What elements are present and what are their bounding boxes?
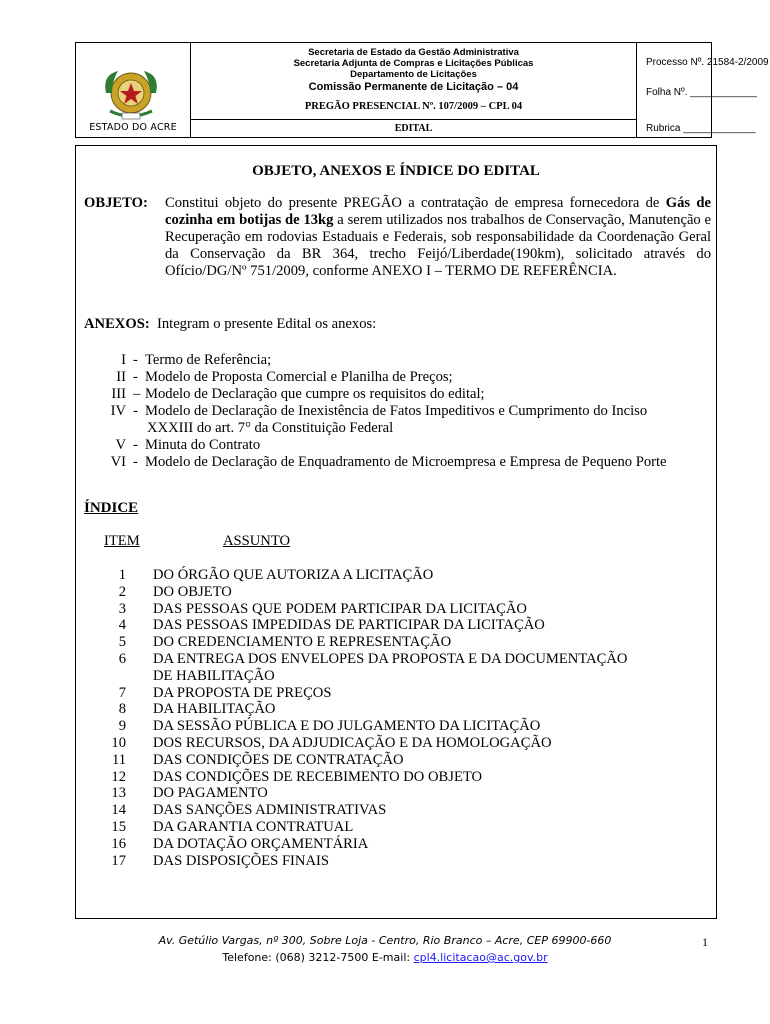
anexo-text: Modelo de Declaração de Enquadramento de Microempresa e Empresa de Pequeno Porte xyxy=(145,454,667,470)
indice-title: ÍNDICE xyxy=(84,500,139,516)
anexo-text: Modelo de Declaração de Inexistência de Fatos Impeditivos e Cumprimento do Inciso xyxy=(145,403,648,419)
anexos-intro-text: Integram o presente Edital os anexos: xyxy=(156,316,377,332)
indice-item-subject: DAS PESSOAS IMPEDIDAS DE PARTICIPAR DA LICITAÇÃO xyxy=(153,617,545,634)
anexo-number: I xyxy=(121,352,126,368)
anexo-separator: – xyxy=(133,386,141,402)
rubrica-field: Rubrica _____________ xyxy=(646,123,756,134)
indice-item-subject: DO ÓRGÃO QUE AUTORIZA A LICITAÇÃO xyxy=(153,567,434,583)
page-title: OBJETO, ANEXOS E ÍNDICE DO EDITAL xyxy=(252,163,540,179)
indice-item-subject-cont: DE HABILITAÇÃO xyxy=(153,667,275,684)
indice-row xyxy=(76,752,716,769)
indice-item-subject: DAS CONDIÇÕES DE RECEBIMENTO DO OBJETO xyxy=(153,768,483,785)
anexo-number: III xyxy=(111,386,126,402)
indice-row xyxy=(76,836,716,853)
indice-row xyxy=(76,685,716,702)
state-crest-icon xyxy=(98,63,164,129)
indice-item-number: 6 xyxy=(118,651,126,667)
anexo-separator: - xyxy=(133,437,138,453)
indice-item-subject: DA SESSÃO PÚBLICA E DO JULGAMENTO DA LICITAÇÃO xyxy=(153,718,541,735)
indice-item-number: 3 xyxy=(118,600,126,617)
indice-item-number: 11 xyxy=(111,751,126,768)
indice-item-number: 12 xyxy=(111,768,126,785)
indice-item-subject: DO CREDENCIAMENTO E REPRESENTAÇÃO xyxy=(153,634,452,651)
content-box xyxy=(75,145,717,919)
indice-item-number: 7 xyxy=(118,684,126,701)
indice-item-number: 15 xyxy=(111,819,126,835)
indice-row xyxy=(76,819,716,836)
indice-row xyxy=(76,785,716,802)
indice-row xyxy=(76,718,716,735)
processo-number: Processo Nº. 21584-2/2009 xyxy=(646,57,769,68)
anexo-number: IV xyxy=(110,403,126,419)
indice-row xyxy=(76,567,716,584)
folha-field: Folha Nº. ____________ xyxy=(646,87,757,98)
indice-item-number: 5 xyxy=(118,634,126,651)
indice-item-subject: DA HABILITAÇÃO xyxy=(153,701,276,718)
objeto-paragraph xyxy=(165,195,711,280)
indice-item-subject: DO PAGAMENTO xyxy=(153,785,268,802)
header-process-cell xyxy=(637,43,769,137)
anexo-text: Modelo de Declaração que cumpre os requisitos do edital; xyxy=(145,386,485,402)
objeto-text-a: Constitui objeto do presente PREGÃO a contratação de empresa fornecedora de xyxy=(165,195,660,211)
indice-col-assunto: ASSUNTO xyxy=(223,533,291,549)
indice-item-number: 1 xyxy=(118,567,126,583)
indice-item-number: 10 xyxy=(111,735,126,751)
footer-contact xyxy=(0,951,770,964)
indice-item-number: 13 xyxy=(111,785,126,802)
header-divider xyxy=(191,119,636,120)
anexo-separator: - xyxy=(133,403,138,419)
indice-item-subject: DA GARANTIA CONTRATUAL xyxy=(153,819,354,835)
indice-row xyxy=(76,701,716,718)
indice-row xyxy=(76,634,716,651)
indice-item-subject: DOS RECURSOS, DA ADJUDICAÇÃO E DA HOMOLOGAÇÃO xyxy=(153,735,552,751)
indice-item-number: 16 xyxy=(111,835,126,852)
footer-email-link[interactable]: cpl4.licitacao@ac.gov.br xyxy=(413,951,548,964)
secretaria-line: Secretaria de Estado da Gestão Administrativa xyxy=(308,47,519,58)
indice-row xyxy=(76,617,716,634)
indice-item-number: 4 xyxy=(118,617,126,634)
page-number: 1 xyxy=(702,935,708,949)
anexos-intro xyxy=(84,316,376,333)
indice-row xyxy=(76,735,716,752)
anexo-separator: - xyxy=(133,352,138,368)
state-name: ESTADO DO ACRE xyxy=(89,122,177,133)
indice-item-subject: DAS DISPOSIÇÕES FINAIS xyxy=(153,852,329,869)
anexo-text: Minuta do Contrato xyxy=(145,437,261,453)
indice-row xyxy=(76,853,716,870)
header-logo-cell xyxy=(76,43,191,137)
objeto-text-bold: Gás de cozinha em botijas de 13kg xyxy=(165,195,711,228)
anexo-text: Termo de Referência; xyxy=(145,352,272,368)
indice-item-number: 14 xyxy=(111,802,126,819)
anexo-separator: - xyxy=(133,369,138,385)
indice-item-subject: DA DOTAÇÃO ORÇAMENTÁRIA xyxy=(153,835,369,852)
indice-row xyxy=(76,584,716,601)
indice-col-item: ITEM xyxy=(104,533,140,549)
header-title-cell xyxy=(191,43,637,137)
anexo-number: II xyxy=(116,369,126,385)
indice-item-subject: DAS CONDIÇÕES DE CONTRATAÇÃO xyxy=(153,751,404,768)
indice-item-number: 8 xyxy=(118,701,126,718)
footer-phone: Telefone: (068) 3212-7500 E-mail: xyxy=(222,951,411,964)
anexo-text: Modelo de Proposta Comercial e Planilha de Preços; xyxy=(145,369,453,385)
comissao-line: Comissão Permanente de Licitação – 04 xyxy=(308,81,519,93)
indice-item-subject: DA PROPOSTA DE PREÇOS xyxy=(153,684,332,701)
anexo-separator: - xyxy=(133,454,138,470)
objeto-text-b: a serem utilizados nos trabalhos de Conservação, Manutenção e Recuperação em rodovias Estaduais e Federais, sob responsabilidade da Coordenação Geral da Conservação da BR 364, trecho Feijó/Liberdade(190km), solicitado através do Ofício/DG/Nº 751/2009, conforme ANEXO I – TERMO DE REFERÊNCIA. xyxy=(165,212,712,279)
anexo-item-continuation: XXXIII do art. 7° da Constituição Federal xyxy=(147,420,394,436)
indice-item-number: 9 xyxy=(118,718,126,735)
document-header xyxy=(75,42,769,138)
indice-item-number: 17 xyxy=(111,852,126,869)
footer-address: Av. Getúlio Vargas, nº 300, Sobre Loja - Centro, Rio Branco – Acre, CEP 69900-660 xyxy=(158,934,612,947)
indice-item-subject: DAS PESSOAS QUE PODEM PARTICIPAR DA LICITAÇÃO xyxy=(153,600,527,617)
indice-row xyxy=(76,601,716,618)
indice-item-subject: DAS SANÇÕES ADMINISTRATIVAS xyxy=(153,802,387,819)
anexo-number: V xyxy=(115,437,126,453)
indice-item-subject: DO OBJETO xyxy=(153,583,232,600)
anexo-number: VI xyxy=(110,454,126,470)
departamento-line: Departamento de Licitações xyxy=(350,69,477,80)
anexos-label: ANEXOS: xyxy=(84,316,150,332)
secretaria-adjunta-line: Secretaria Adjunta de Compras e Licitações Públicas xyxy=(293,58,534,69)
indice-item-number: 2 xyxy=(118,583,126,600)
indice-item-subject: DA ENTREGA DOS ENVELOPES DA PROPOSTA E DA DOCUMENTAÇÃO xyxy=(153,651,628,667)
indice-row xyxy=(76,769,716,786)
indice-row xyxy=(76,651,716,668)
objeto-label: OBJETO: xyxy=(84,195,148,211)
pregao-line: PREGÃO PRESENCIAL Nº. 107/2009 – CPL 04 xyxy=(304,101,523,112)
edital-line: EDITAL xyxy=(394,123,433,134)
indice-row xyxy=(76,802,716,819)
